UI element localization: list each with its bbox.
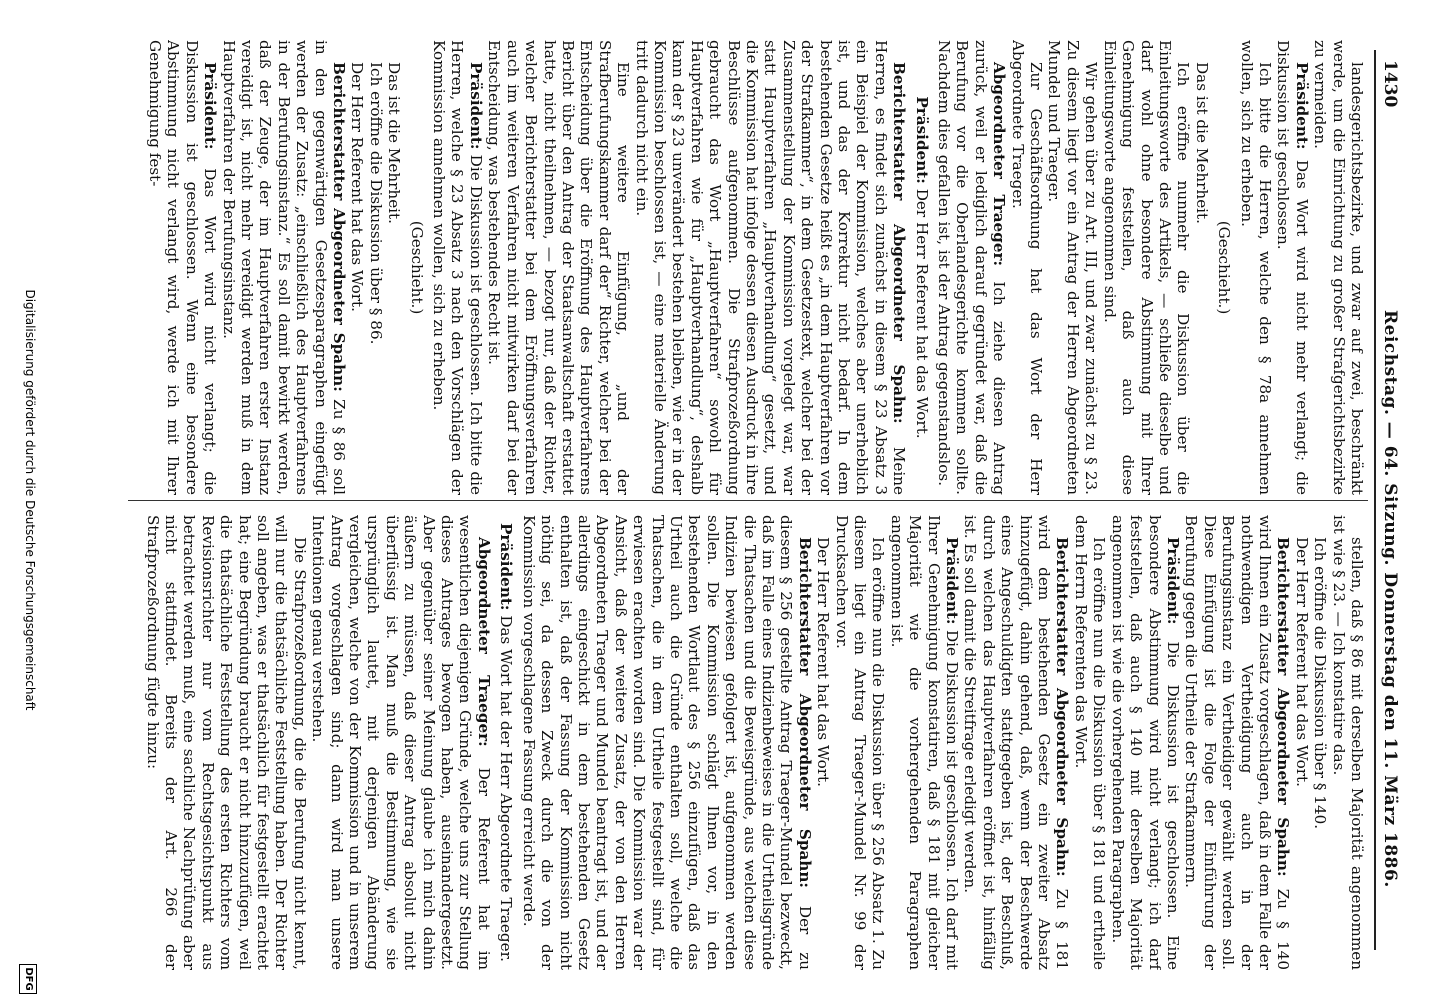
paragraph bbox=[1215, 40, 1233, 495]
paragraph bbox=[1274, 40, 1311, 495]
paragraph-text: (Geschieht.) bbox=[407, 220, 426, 315]
paragraph-text: Ich eröffne nun die Diskussion über § 256 Absatz 1. Zu diesem liegt ein Antrag Traeger-Mundel Nr. 99 der Drucksachen vor. bbox=[832, 515, 888, 970]
paragraph bbox=[1008, 40, 1045, 495]
paragraph bbox=[519, 515, 814, 970]
paragraph-text: stellen, daß § 86 mit derselben Majorität angenommen ist wie § 23. — Ich konstatire das. bbox=[1329, 515, 1366, 970]
paragraph-text: Zu § 86 soll in den gegenwärtigen Gesetzesparagraphen eingefügt werden der Zusatz: „einschließlich des Hauptverfahrens in der Berufungsinstanz.“ Es soll damit bewirkt werden, daß der Zeuge, der im Hauptverfahren erster Instanz vereidigt ist, nicht mehr vereidigt werden muß in dem Hauptverfahren der Berufungsinstanz. bbox=[219, 40, 349, 495]
speaker-name: Berichterstatter Abgeordneter Spahn: bbox=[795, 537, 814, 888]
paragraph-text: Der Herr Referent hat das Wort. bbox=[1292, 537, 1311, 787]
paragraph-text: Ich bitte die Herren, welche den § 78a annehmen wollen, sich zu erheben. bbox=[1237, 40, 1274, 495]
paragraph-text: landesgerichtsbezirke, und zwar auf zwei, beschränkt werde, um die Einrichtung zu großer Strafgerichtsbezirke zu vermeiden. bbox=[1311, 40, 1366, 495]
paragraph bbox=[430, 40, 485, 495]
paragraph-text: Ich eröffne nunmehr die Diskussion über die Einleitungsworte des Artikels, — schließe dieselbe und darf wohl ohne besondere Abstimmung mit Ihrer Genehmigung feststellen, daß auch diese Einleitungsworte angenommen sind. bbox=[1100, 40, 1193, 495]
paragraph-text: Meine Herren, es findet sich zunächst in diesem § 23 Absatz 3 ein Beispiel der Kommission, welches aber unerheblich ist, und das der Korrektur nicht bedarf. In dem bestehenden Gesetze heißt es „in dem Hauptverfahren vor der Strafkammer“, in dem Gesetzestext, welcher bei der Zusammenstellung der Kommission vorgelegt war, war statt Hauptverfahren „Hauptverhandlung“ gesetzt, und die Kommission hat infolge dessen diesen Ausdruck in ihre Beschlüsse aufgenommen. Die Strafprozeßordnung gebraucht das Wort „Hauptverfahren“ sowohl für Hauptverfahren wie für „Hauptverhandlung“, deshalb kann der § 23 unverändert bestehen bleiben, wie er in der Kommission beschlossen ist, — eine materielle Änderung tritt dadurch nicht ein. bbox=[632, 40, 909, 495]
paragraph bbox=[219, 40, 348, 495]
paragraph bbox=[1311, 515, 1329, 970]
paragraph bbox=[632, 40, 908, 495]
speaker-name: Präsident: bbox=[912, 96, 931, 184]
speaker-name: Berichterstatter Abgeordneter Spahn: bbox=[330, 62, 349, 392]
paragraph bbox=[1100, 40, 1192, 495]
paragraph-text: Das Wort wird nicht mehr verlangt; die Diskussion ist geschlossen. bbox=[1274, 40, 1311, 495]
speaker-name: Präsident: bbox=[497, 522, 516, 611]
column-divider bbox=[128, 500, 1368, 501]
paragraph-text: Die Diskussion ist geschlossen. Ich bitte die Herren, welche § 23 Absatz 3 nach den Vorschlägen der Kommission annehmen wollen, sich zu erheben. bbox=[430, 40, 485, 495]
page-header bbox=[1374, 50, 1402, 950]
paragraph-text: Der Herr Referent hat das Wort. bbox=[814, 537, 833, 787]
dfg-logo: DFG bbox=[19, 964, 37, 994]
paragraph-text: Wir gehen über zu Art. III, und zwar zunächst zu § 23. Zu diesem liegt vor ein Antrag der Herren Abgeordneten Mundel und Traeger. bbox=[1045, 40, 1101, 495]
speaker-name: Präsident: bbox=[201, 62, 220, 150]
speaker-name: Berichterstatter Abgeordneter Spahn: bbox=[1274, 537, 1293, 877]
page-number: 1430 bbox=[1380, 60, 1400, 108]
paragraph-text: Ich eröffne die Diskussion über § 140. bbox=[1311, 537, 1330, 830]
paragraph-text: Die Diskussion ist geschlossen. Ich darf mit Ihrer Genehmigung konstatiren, daß § 181 mit gleicher Majorität wie die vorhergehenden Paragraphen angenommen ist. bbox=[887, 515, 962, 970]
paragraph bbox=[146, 40, 220, 495]
paragraph bbox=[407, 40, 425, 495]
running-title: Reichstag. — 64. Sitzung. Donnerstag den 11. März 1886. bbox=[1380, 310, 1400, 888]
paragraph-text: Das Wort wird nicht verlangt; die Diskussion ist geschlossen. Wenn eine besondere Abstimmung nicht verlangt wird, werde ich mit Ihrer Genehmigung fest- bbox=[146, 40, 220, 495]
paragraph-text: Der Herr Referent hat das Wort. bbox=[348, 62, 367, 312]
paragraph-text: Ich eröffne nun die Diskussion über § 181 und ertheile dem Herrn Referenten das Wort. bbox=[1071, 515, 1109, 970]
paragraph bbox=[366, 40, 384, 495]
speaker-name: Abgeordneter Traeger: bbox=[474, 537, 493, 747]
speaker-name: Präsident: bbox=[943, 537, 962, 625]
left-column bbox=[136, 40, 1366, 495]
speaker-name: Abgeordneter Traeger: bbox=[990, 62, 1009, 267]
paragraph-text: Der zu diesem § 256 gestellte Antrag Traeger-Mundel bezweckt, daß im Falle eines Indizienbeweises in die Urtheilsgründe die Thatsachen und die Beweisgründe, aus welchen diese Indizien bewiesen gefolgert ist, aufgenommen werden sollen. Die Kommission schlägt Ihnen vor, in den bestehenden Wortlaut des § 256 einzufügen, daß das Urtheil auch die Gründe enthalten soll, welche die Thatsachen, die in dem Urtheile festgestellt sind, für erwiesen erachten worden sind. Die Kommission war der Ansicht, daß der weitere Zusatz, der von den Herren Abgeordneten Traeger und Mundel beantragt ist, und der allerdings eingeschickt in dem bestehenden Gesetz enthalten ist, daß der Fassung der Kommission nicht nöthig sei, da dessen Zweck durch die von der Kommission vorgeschlagene Fassung erreicht werde. bbox=[519, 515, 814, 970]
page-footer bbox=[13, 0, 37, 1000]
paragraph bbox=[1045, 40, 1100, 495]
paragraph bbox=[887, 515, 961, 970]
paragraph bbox=[485, 40, 632, 495]
paragraph bbox=[1108, 515, 1182, 970]
speaker-name: Präsident: bbox=[1292, 62, 1311, 150]
paragraph-text: Der Referent hat im wesentlichen diejenigen Gründe, welche uns zur Stellung dieses Antrages bewogen haben, auseinandergesetzt. Aber gegenüber seiner Meinung glaube ich mich dahin äußern zu müssen, daß dieser Antrag absolut nicht überflüssig ist. Man muß die Bestimmung, wie sie ursprünglich lautet, mit derjenigen Abänderung vergleichen, welche von der Kommission und in unserem Antrag vorgeschlagen sind; dann wird man unsere Intentionen genau verstehen. bbox=[309, 515, 493, 970]
paragraph-text: Zu § 181 wird dem bestehenden Gesetz ein zweiter Absatz hinzugefügt, dahin gehend, daß, wenn der Beschwerde eines Angeschuldigten stattgegeben ist, der Beschluß, durch welchen das Hauptverfahren eröffnet ist, hinfällig ist. Es soll damit die Streitfrage erledigt werden. bbox=[961, 515, 1072, 970]
paragraph bbox=[497, 515, 515, 970]
paragraph bbox=[935, 40, 1009, 495]
speaker-name: Präsident: bbox=[466, 62, 485, 150]
paragraph-text: Die Diskussion ist geschlossen. Eine besondere Abstimmung wird nicht verlangt; ich darf feststellen, daß auch § 140 mit derselben Majorität angenommen ist wie die vorhergehenden Paragraphen. bbox=[1108, 515, 1182, 970]
right-column bbox=[136, 515, 1366, 970]
paragraph bbox=[143, 515, 309, 970]
paragraph bbox=[1329, 515, 1366, 970]
paragraph-text: Der Herr Referent hat das Wort. bbox=[912, 183, 931, 439]
paragraph bbox=[832, 515, 887, 970]
paragraph-text: Das Wort hat der Herr Abgeordnete Traeger. bbox=[497, 610, 516, 963]
paragraph-text: Zur Geschäftsordnung hat das Wort der Herr Abgeordnete Traeger. bbox=[1008, 40, 1046, 495]
speaker-name: Präsident: bbox=[1163, 537, 1182, 625]
paragraph bbox=[1292, 515, 1310, 970]
paragraph-text: Ich eröffne die Diskussion über § 86. bbox=[366, 62, 385, 345]
paragraph-text: Das ist die Mehrheit. bbox=[1192, 62, 1211, 224]
paragraph bbox=[348, 40, 366, 495]
paragraph-text: Das ist die Mehrheit. bbox=[385, 62, 404, 224]
paragraph-text: Eine weitere Einfügung, „und der Strafberufungskammer darf der“ Richter, welcher bei der Entscheidung über die Eröffnung des Hauptverfahrens Bericht über den Antrag der Staatsanwaltschaft erstattet hatte, nicht theilnehmen, — bezogt nur, daß der Richter, welcher Berichterstatter bei dem Eröffnungsverfahren auch im weiteren Verfahren nicht mitwirken darf bei der Entscheidung, was bestehendes Recht ist. bbox=[485, 40, 633, 495]
footer-credit: Digitalisierung gefördert durch die Deutsche Forschungsgemeinschaft bbox=[23, 289, 37, 711]
paragraph bbox=[961, 515, 1071, 970]
paragraph bbox=[309, 515, 493, 970]
paragraph bbox=[1311, 40, 1366, 495]
paragraph bbox=[1182, 515, 1292, 970]
paragraph-text: Ich ziehe diesen Antrag zurück, weil er lediglich darauf gegründet war, daß die Berufung vor die Oberlandesgerichte kommen sollte. Nachdem dies gefallen ist, ist der Antrag gegenstandslos. bbox=[935, 40, 1009, 495]
paragraph-text: Zu § 140 wird Ihnen ein Zusatz vorgeschlagen, daß in dem Falle der nothwendigen Vertheidigung auch in der Berufungsinstanz ein Vertheidiger gewählt werden soll. Diese Einfügung ist die Folge der Einführung der Berufung gegen die Urtheile der Strafkammern. bbox=[1182, 515, 1293, 970]
paragraph-text: (Geschieht.) bbox=[1215, 220, 1234, 315]
paragraph bbox=[385, 40, 403, 495]
paragraph bbox=[1072, 515, 1109, 970]
speaker-name: Berichterstatter Abgeordneter Spahn: bbox=[890, 62, 909, 424]
speaker-name: Berichterstatter Abgeordneter Spahn: bbox=[1053, 537, 1072, 877]
paragraph bbox=[912, 40, 930, 495]
paragraph bbox=[1192, 40, 1210, 495]
paragraph bbox=[814, 515, 832, 970]
paragraph-text: Die Strafprozeßordnung, die die Berufung nicht kennt, will nur die thatsächliche Feststellung haben. Der Richter soll angeben, was er thatsächlich für festgestellt erachtet hat; eine Begründung braucht er nicht hinzuzufügen, weil die thatsächliche Feststellung des ersten Richters vom Revisionsrichter nur vom Rechtsgesichtspunkt aus betrachtet werden muß, eine sachliche Nachprüfung aber nicht stattfindet. Bereits der Art. 266 der Strafprozeßordnung fügte hinzu: bbox=[143, 515, 309, 970]
paragraph bbox=[1237, 40, 1274, 495]
